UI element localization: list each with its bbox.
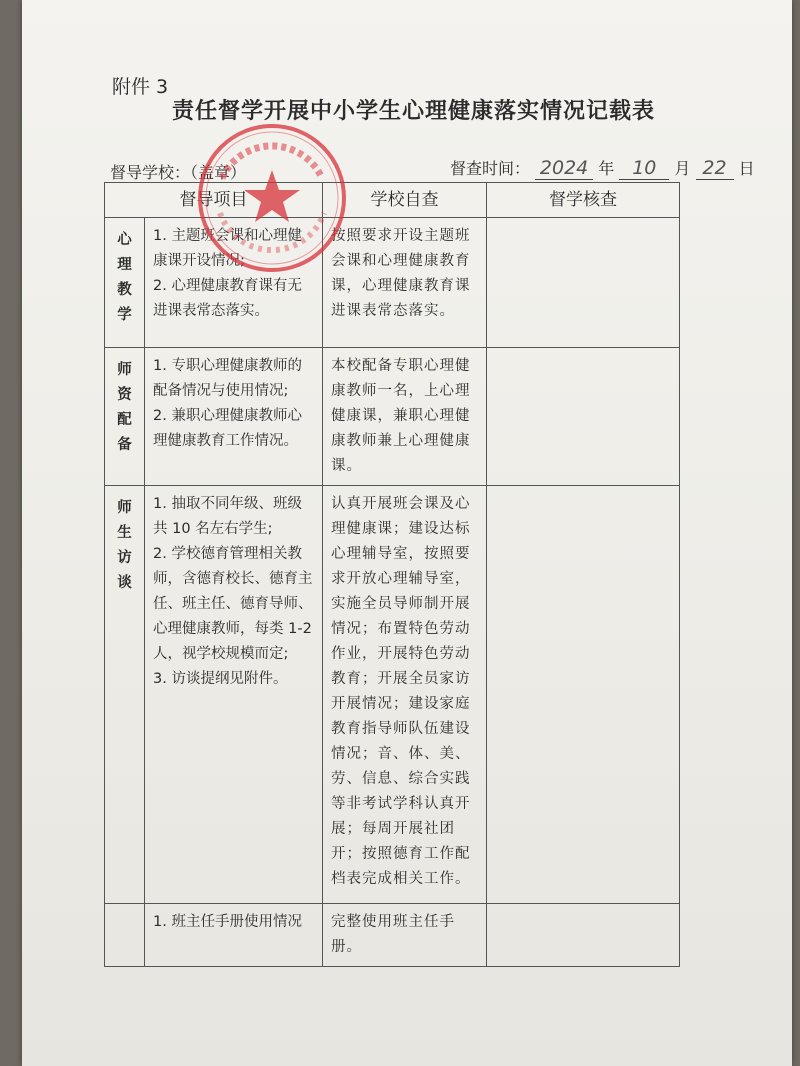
- item-line: 1. 抽取不同年级、班级共 10 名左右学生;: [153, 496, 302, 537]
- page-title: 责任督学开展中小学生心理健康落实情况记载表: [172, 98, 656, 124]
- category-char: 谈: [117, 575, 132, 591]
- row-self-check: 认真开展班会课及心理健康课；建设达标心理辅导室，按照要求开放心理辅导室，实施全员导师制开展情况；布置特色劳动作业，开展特色劳动教育；开展全员家访开展情况；建设家庭教育指导师队伍建设情况；音、体、美、劳、信息、综合实践等非考试学科认真开展；每周开展社团开；按照德育工作配档表完成相关工作。: [323, 486, 487, 904]
- category-char: 配: [117, 412, 132, 428]
- table-row: [105, 904, 680, 967]
- category-char: 师: [117, 500, 132, 516]
- row-self-check: 按照要求开设主题班会课和心理健康教育课，心理健康教育课进课表常态落实。: [323, 218, 487, 348]
- date-day: 22: [696, 157, 734, 180]
- category-char: 备: [117, 437, 132, 453]
- header-item: 督导项目: [105, 183, 323, 218]
- row-category: [105, 486, 145, 904]
- category-char: 生: [117, 525, 132, 541]
- category-char: 访: [117, 550, 132, 566]
- row-review: [487, 904, 680, 967]
- date-day-unit: 日: [738, 159, 755, 178]
- item-line: 1. 主题班会课和心理健康课开设情况;: [153, 228, 302, 269]
- item-line: 3. 访谈提纲见附件。: [153, 671, 288, 687]
- table-header-row: [105, 183, 680, 218]
- category-char: 心: [117, 232, 132, 248]
- category-char: 理: [117, 257, 132, 273]
- row-category: [105, 904, 145, 967]
- date-year-unit: 年: [598, 159, 615, 178]
- header-review: 督学核查: [487, 183, 680, 218]
- item-line: 2. 学校德育管理相关教师，含德育校长、德育主任、班主任、德育导师、心理健康教师，每类 1-2 人，视学校规模而定;: [153, 546, 313, 662]
- row-items: [145, 348, 323, 486]
- category-char: 师: [117, 362, 132, 378]
- item-line: 2. 心理健康教育课有无进课表常态落实。: [153, 278, 302, 319]
- row-items: [145, 904, 323, 967]
- date-month-unit: 月: [674, 159, 691, 178]
- record-table: [104, 182, 680, 967]
- row-category: [105, 218, 145, 348]
- row-self-check: 完整使用班主任手册。: [323, 904, 487, 967]
- category-char: 学: [117, 307, 132, 323]
- row-review: [487, 348, 680, 486]
- row-review: [487, 486, 680, 904]
- category-char: 资: [117, 387, 132, 403]
- red-seal-stamp: [192, 118, 352, 278]
- item-line: 2. 兼职心理健康教师心理健康教育工作情况。: [153, 408, 302, 449]
- document-page: [22, 0, 792, 1066]
- date-month: 10: [619, 157, 669, 180]
- row-category: [105, 348, 145, 486]
- inspection-date: [450, 156, 755, 180]
- row-review: [487, 218, 680, 348]
- date-label: 督查时间：: [450, 159, 531, 178]
- item-line: 1. 专职心理健康教师的配备情况与使用情况;: [153, 358, 302, 399]
- date-year: 2024: [535, 157, 593, 180]
- table-row: [105, 348, 680, 486]
- header-self-check: 学校自查: [323, 183, 487, 218]
- table-row: [105, 486, 680, 904]
- school-label: 督导学校：（盖章）: [110, 163, 247, 182]
- row-self-check: 本校配备专职心理健康教师一名，上心理健康课，兼职心理健康教师兼上心理健康课。: [323, 348, 487, 486]
- item-line: 1. 班主任手册使用情况: [153, 914, 302, 930]
- category-char: 教: [117, 282, 132, 298]
- table-row: [105, 218, 680, 348]
- attachment-label: 附件 3: [112, 76, 169, 98]
- row-items: [145, 486, 323, 904]
